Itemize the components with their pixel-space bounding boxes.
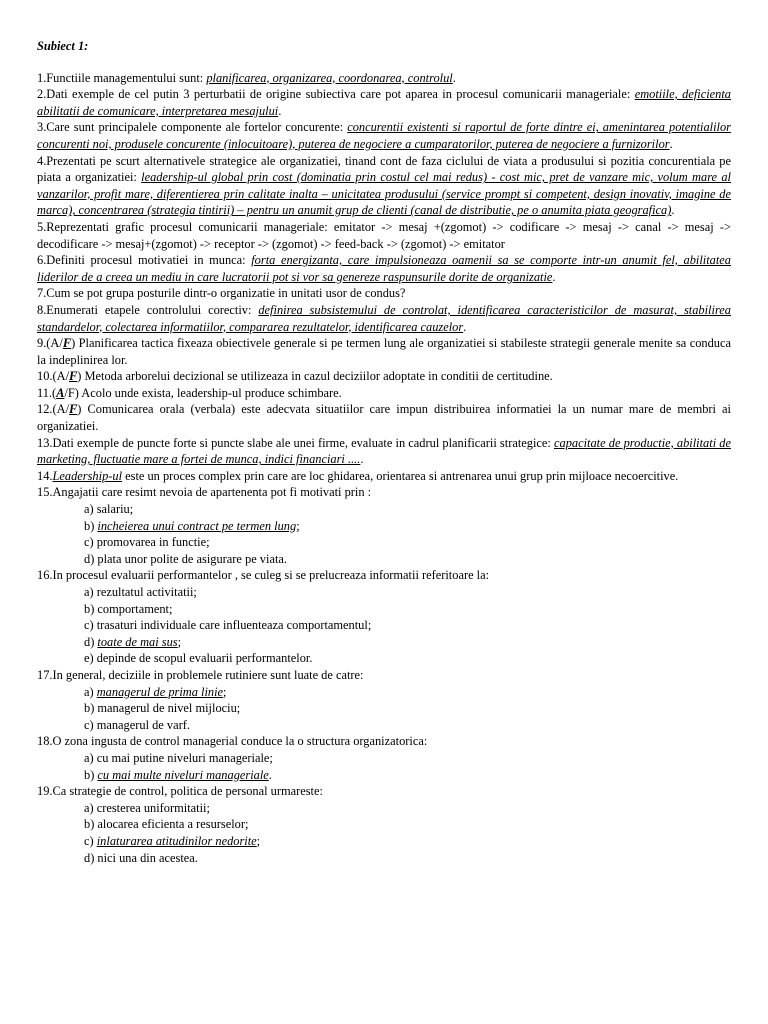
question-16: 16.In procesul evaluarii performantelor , se culeg si se prelucreaza informatii referitoare la: a) rezultatul activitatii; b) comportament; c) trasaturi individuale care influenteaza comportamentul; d) toate de mai sus; e) depinde de scopul evaluarii performantelor. bbox=[37, 567, 731, 667]
question-13: 13.Dati exemple de puncte forte si puncte slabe ale unei firme, evaluate in cadrul planificarii strategice: capacitate de productie, abilitati de marketing, fluctuatie mare a fortei de munca, indici financiari ..... bbox=[37, 435, 731, 467]
question-10: 10.(A/F) Metoda arborelui decizional se utilizeaza in cazul deciziilor adoptate in conditii de certitudine. bbox=[37, 369, 553, 384]
option-17c: c) managerul de varf. bbox=[84, 717, 190, 732]
true-false-mark-10: F bbox=[69, 369, 78, 384]
answer-1: planificarea, organizarea, coordonarea, controlul bbox=[206, 70, 453, 85]
question-1: 1.Functiile managementului sunt: planificarea, organizarea, coordonarea, controlul. bbox=[37, 70, 456, 85]
option-16e: e) depinde de scopul evaluarii performantelor. bbox=[84, 651, 313, 666]
question-5: 5.Reprezentati grafic procesul comunicarii manageriale: emitator -> mesaj +(zgomot) -> codificare -> mesaj -> canal -> mesaj -> decodificare -> mesaj+(zgomot) -> receptor -> (zgomot) -> feed-back -> (zgomot) -> emitator bbox=[37, 219, 731, 251]
question-15: 15.Angajatii care resimt nevoia de apartenenta pot fi motivati prin : a) salariu; b) incheierea unui contract pe termen lung; c) promovarea in functie; d) plata unor polite de asigurare pe viata. bbox=[37, 484, 731, 567]
option-16c: c) trasaturi individuale care influenteaza comportamentul; bbox=[84, 618, 372, 633]
option-15a: a) salariu; bbox=[84, 502, 134, 517]
answer-8: definirea subsistemului de controlat, identificarea caracteristicilor de masurat, stabilirea standardelor, colectarea informatiilor, compararea rezultatelor, identificarea cauzelor bbox=[37, 302, 731, 334]
option-16a: a) rezultatul activitatii; bbox=[84, 585, 197, 599]
option-16b: b) comportament; bbox=[84, 601, 173, 616]
option-17a: a) managerul de prima linie; bbox=[84, 684, 227, 699]
question-4: 4.Prezentati pe scurt alternativele strategice ale organizatiei, tinand cont de faza ciclului de viata a produsului si pozitia concurentiala pe piata a organizatiei: leadership-ul global prin cost (dominatia prin costul cel mai redus) - cost mic, pret de vanzare mic, volum mare al vanzarilor, profit mare, diferentierea prin calitate inalta – unicitatea produsului (service prompt si competent, design inovativ, imagine de marca), concentrarea (strategia tintirii) – pentru un anumit grup de clienti (canal de distributie, pe o anumita piata geografica). bbox=[37, 153, 731, 218]
question-14: 14.Leadership-ul este un proces complex prin care are loc ghidarea, orientarea si antrenarea unui grup prin mijloace necoercitive. bbox=[37, 468, 679, 483]
question-11: 11.(A/F) Acolo unde exista, leadership-ul produce schimbare. bbox=[37, 385, 342, 400]
option-18a: a) cu mai putine niveluri manageriale; bbox=[84, 750, 273, 765]
question-17: 17.In general, deciziile in problemele rutiniere sunt luate de catre: a) managerul de prima linie; b) managerul de nivel mijlociu; c) managerul de varf. bbox=[37, 667, 731, 733]
option-19b: b) alocarea eficienta a resurselor; bbox=[84, 817, 249, 832]
true-false-mark-9: F bbox=[62, 336, 72, 351]
option-16d: d) toate de mai sus; bbox=[84, 634, 182, 649]
option-15c: c) promovarea in functie; bbox=[84, 535, 210, 550]
option-18b: b) cu mai multe niveluri manageriale. bbox=[84, 767, 272, 782]
answer-2: emotiile, deficienta abilitatii de comunicare, interpretarea mesajului bbox=[37, 87, 731, 118]
option-15b: b) incheierea unui contract pe termen lung; bbox=[84, 518, 300, 533]
true-false-mark-12: F bbox=[69, 402, 78, 417]
answer-14: Leadership-ul bbox=[52, 468, 123, 483]
question-9: 9.(A/F) Planificarea tactica fixeaza obiectivele generale si pe termen lung ale organizatiei si stabileste strategii generale menite sa conduca la indeplinirea lor. bbox=[37, 336, 731, 367]
question-2: 2.Dati exemple de cel putin 3 perturbatii de origine subiectiva care pot aparea in procesul comunicarii manageriale: emotiile, deficienta abilitatii de comunicare, interpretarea mesajului. bbox=[37, 87, 731, 118]
question-12: 12.(A/F) Comunicarea orala (verbala) este adecvata situatiilor care impun distribuirea informatiei la un numar mare de membri ai organizatiei. bbox=[37, 402, 731, 434]
answer-4: leadership-ul global prin cost (dominatia prin costul cel mai redus) - cost mic, pret de vanzare mic, volum mare al vanzarilor, profit mare, diferentierea prin calitate inalta – unicitatea produsului (service prompt si competent, design inovativ, imagine de marca), concentrarea (strategia tintirii) – pentru un anumit grup de clienti (canal de distributie, pe o anumita piata geografica) bbox=[37, 170, 731, 218]
option-15d: d) plata unor polite de asigurare pe viata. bbox=[84, 551, 287, 566]
question-6: 6.Definiti procesul motivatiei in munca: forta energizanta, care impulsioneaza oamenii sa se comporte intr-un anumit fel, abilitatea liderilor de a creea un mediu in care lucratorii pot si vor sa genereze raspunsurile dorite de organizatie. bbox=[37, 253, 731, 284]
option-17b: b) managerul de nivel mijlociu; bbox=[84, 701, 241, 716]
answer-13: capacitate de productie, abilitati de marketing, fluctuatie mare a fortei de munca, indici financiari .... bbox=[37, 435, 731, 467]
option-19a: a) cresterea uniformitatii; bbox=[84, 800, 210, 815]
true-false-mark-11: A bbox=[56, 385, 65, 400]
option-19d: d) nici una din acestea. bbox=[84, 850, 198, 865]
question-7: 7.Cum se pot grupa posturile dintr-o organizatie in unitati usor de condus? bbox=[37, 286, 406, 301]
option-19c: c) inlaturarea atitudinilor nedorite; bbox=[84, 833, 261, 848]
question-8: 8.Enumerati etapele controlului corectiv: definirea subsistemului de controlat, identificarea caracteristicilor de masurat, stabilirea standardelor, colectarea informatiilor, compararea rezultatelor, identificarea cauzelor. bbox=[37, 302, 731, 334]
question-3: 3.Care sunt principalele componente ale fortelor concurente: concurentii existenti si raportul de forte dintre ei, amenintarea potentialilor concurenti noi, produsele concurente (inlocuitoare), puterea de negociere a cumparatorilor, puterea de negociere a furnizorilor. bbox=[37, 120, 731, 151]
answer-6: forta energizanta, care impulsioneaza oamenii sa se comporte intr-un anumit fel, abilitatea liderilor de a creea un mediu in care lucratorii pot si vor sa genereze raspunsurile dorite de organizatie bbox=[37, 253, 731, 284]
answer-3: concurentii existenti si raportul de forte dintre ei, amenintarea potentialilor concurenti noi, produsele concurente (inlocuitoare), puterea de negociere a cumparatorilor, puterea de negociere a furnizorilor bbox=[37, 120, 731, 151]
question-19: 19.Ca strategie de control, politica de personal urmareste: a) cresterea uniformitatii; b) alocarea eficienta a resurselor; c) inlaturarea atitudinilor nedorite; d) nici una din acestea. bbox=[37, 783, 731, 866]
question-18: 18.O zona ingusta de control managerial conduce la o structura organizatorica: a) cu mai putine niveluri manageriale; b) cu mai multe niveluri manageriale. bbox=[37, 733, 731, 783]
document-title: Subiect 1: bbox=[37, 39, 89, 53]
